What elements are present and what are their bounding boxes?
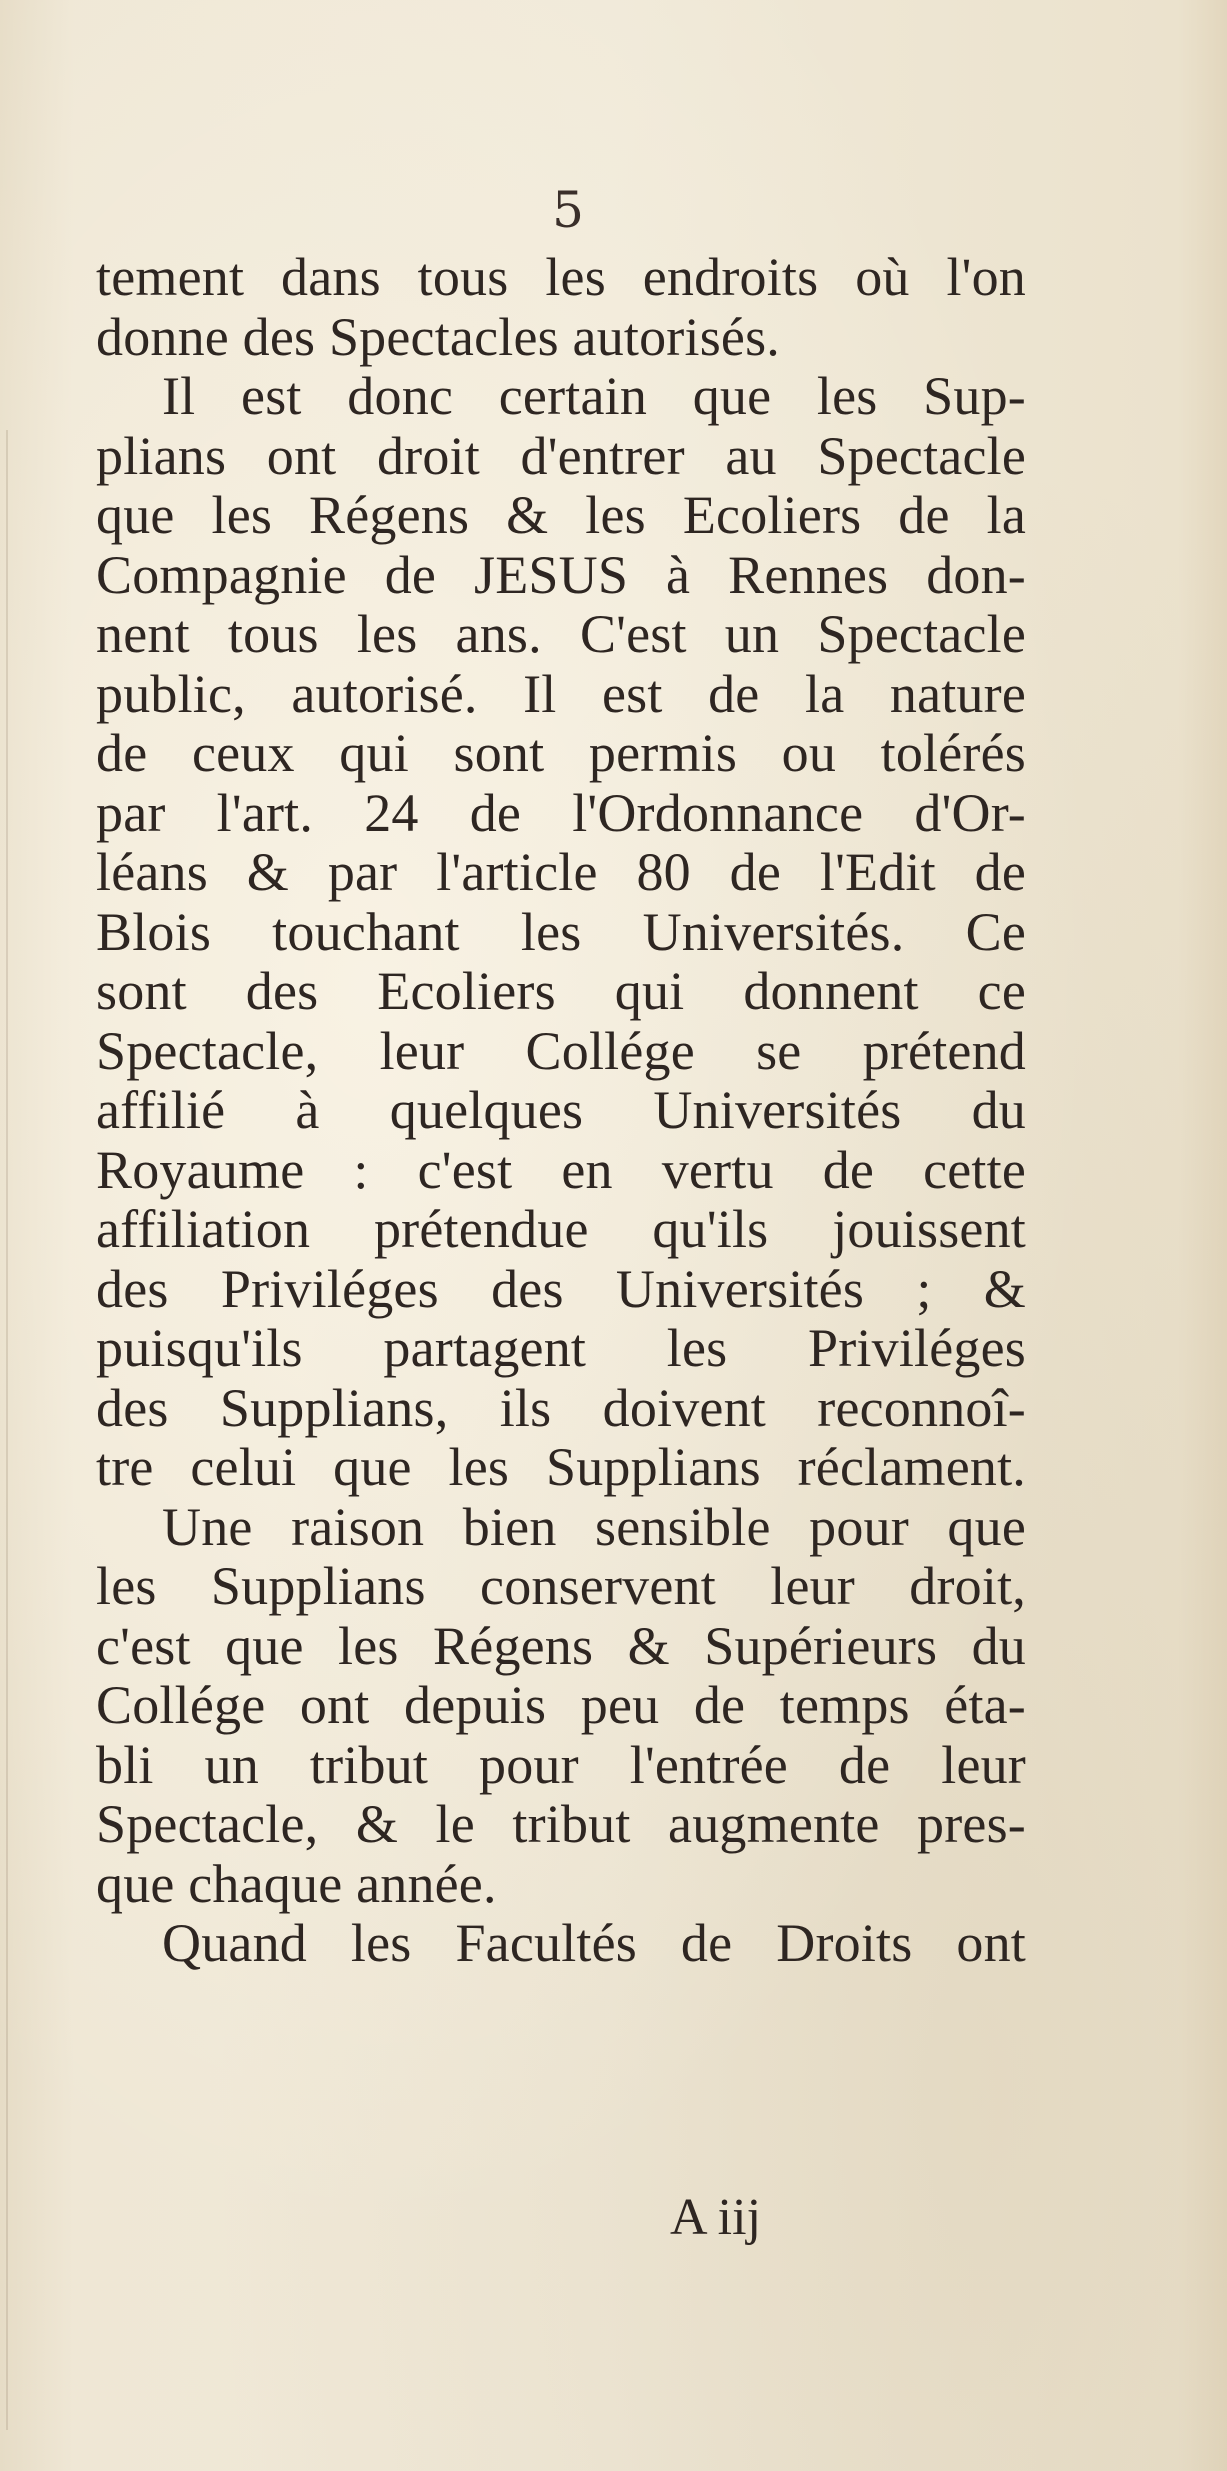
text-line: tement dans tous les endroits où l'on [96, 247, 1026, 307]
page-number: 5 [552, 181, 584, 239]
text-line: bli un tribut pour l'entrée de leur [96, 1734, 1026, 1795]
text-line: Une raison bien sensible pour que [162, 1496, 1026, 1557]
text-line: plians ont droit d'entrer au Spectacle [96, 425, 1026, 486]
text-line: sont des Ecoliers qui donnent ce [96, 961, 1026, 1021]
text-line: Quand les Facultés de Droits ont [162, 1913, 1026, 1973]
text-line: donne des Spectacles autorisés. [96, 306, 780, 367]
text-line: puisqu'ils partagent les Priviléges [96, 1318, 1026, 1378]
text-line: Compagnie de JESUS à Rennes don- [96, 544, 1026, 605]
text-line: affiliation prétendue qu'ils jouissent [96, 1199, 1026, 1259]
text-line: nent tous les ans. C'est un Spectacle [96, 604, 1026, 664]
text-line: Collége ont depuis peu de temps éta- [96, 1675, 1026, 1735]
text-line: des Supplians, ils doivent reconnoî- [96, 1377, 1026, 1438]
text-line: des Priviléges des Universités ; & [96, 1258, 1026, 1319]
body-text [96, 248, 1026, 1974]
text-line: Spectacle, & le tribut augmente pres- [96, 1794, 1026, 1854]
text-line: Spectacle, leur Collége se prétend [96, 1020, 1026, 1081]
text-line: que les Régens & les Ecoliers de la [96, 485, 1026, 545]
text-line: les Supplians conservent leur droit, [96, 1556, 1026, 1616]
text-line: Il est donc certain que les Sup- [162, 366, 1026, 426]
text-line: Blois touchant les Universités. Ce [96, 901, 1026, 962]
text-line: Royaume : c'est en vertu de cette [96, 1139, 1026, 1200]
text-line: que chaque année. [96, 1853, 497, 1914]
text-line: léans & par l'article 80 de l'Edit de [96, 842, 1026, 902]
text-line: c'est que les Régens & Supérieurs du [96, 1615, 1026, 1676]
signature-mark: A iij [670, 2189, 762, 2246]
text-line: affilié à quelques Universités du [96, 1080, 1026, 1140]
text-line: par l'art. 24 de l'Ordonnance d'Or- [96, 782, 1026, 843]
text-line: de ceux qui sont permis ou tolérés [96, 723, 1026, 783]
text-line: public, autorisé. Il est de la nature [96, 663, 1026, 724]
text-line: tre celui que les Supplians réclament. [96, 1437, 1026, 1497]
page-edge-shadow [6, 430, 8, 2430]
